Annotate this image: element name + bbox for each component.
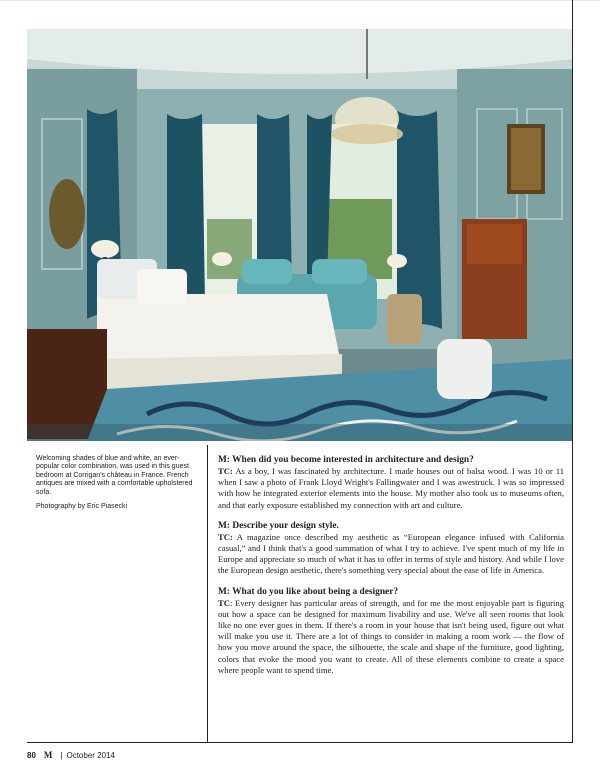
footer-separator: | xyxy=(60,750,63,760)
answer xyxy=(218,466,564,511)
magazine-logo: M xyxy=(43,750,53,760)
answer xyxy=(218,532,564,577)
page-number: 80 xyxy=(27,750,36,760)
issue-date: October 2014 xyxy=(66,750,115,760)
footer-rule xyxy=(27,742,573,743)
photo-credit: Photography by Eric Piasecki xyxy=(36,503,128,511)
qa-item xyxy=(218,454,564,511)
photo-caption xyxy=(36,455,196,517)
question: M: Describe your design style. xyxy=(218,520,339,531)
speaker-label: TC xyxy=(218,597,230,608)
qa-item xyxy=(218,586,564,676)
question: M: When did you become interested in architecture and design? xyxy=(218,455,474,465)
column-divider xyxy=(207,445,208,742)
page-footer xyxy=(27,749,115,761)
question: M: What do you like about being a designer? xyxy=(218,586,399,597)
top-border xyxy=(0,0,600,1)
answer-text: : Every designer has particular areas of strength, and for me the most enjoyable part is figuring out how a space can be designed for maximum livability and use. We've all seen rooms that look like no one ever goes in them. If there's a room in your house that isn't being used, figure out what will make you use it. There are a lot of things to consider in making a room work — the flow of how you move around the space, the silhouette, the scale and shape of the furniture, good lighting, colors that evoke the mood you want to create. All of these elements combine to create a space where people want to spend time. xyxy=(218,597,564,675)
interview-article xyxy=(218,454,564,685)
speaker-label: TC: xyxy=(218,466,233,476)
caption-text: Welcoming shades of blue and white, an ever-popular color combination, was used in this guest bedroom at Corrigan's château in France. French antiques are mixed with a comfortable upholstered sofa. xyxy=(36,455,193,496)
answer xyxy=(218,598,564,676)
right-column-rule xyxy=(572,0,573,742)
answer-text: A magazine once described my aesthetic as “European elegance infused with California casual,” and I think that's a good summation of what I try to achieve. I've spent much of my life in Europe and appreciate so much of what it has to offer in terms of style and history. And while I love the European design aesthetic, there's something very special about the ease of life in America. xyxy=(218,531,564,576)
speaker-label: TC: xyxy=(218,531,233,542)
answer-text: As a boy, I was fascinated by architecture. I made houses out of balsa wood. I was 10 or 11 when I saw a photo of Frank Lloyd Wright's Fallingwater and I was awestruck. I was so impressed with how he integrated exterior elements into the house. My mother also took us to museums often, and that early exposure established my connection with art and culture. xyxy=(218,466,564,510)
qa-item xyxy=(218,520,564,577)
bedroom-photo xyxy=(27,29,573,441)
